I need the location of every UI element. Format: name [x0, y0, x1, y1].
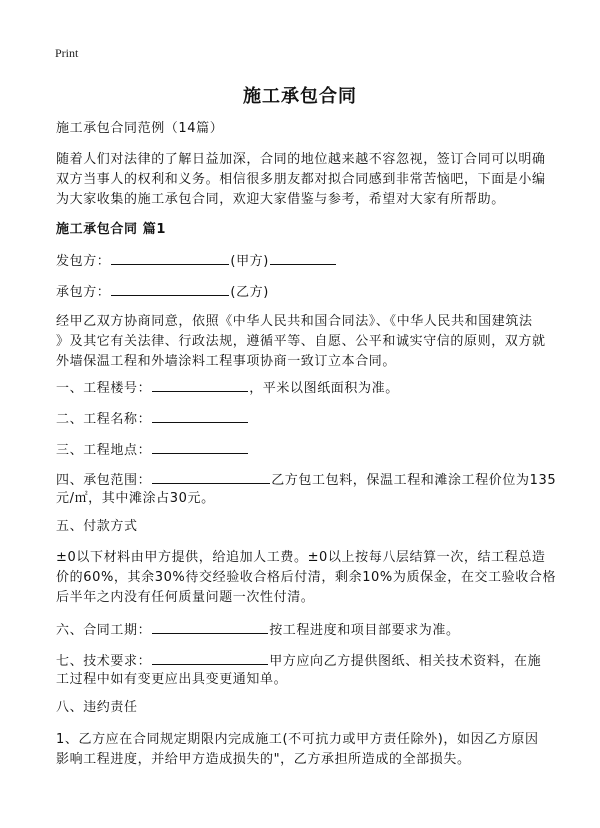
print-link[interactable]: Print [55, 46, 79, 60]
section-heading: 施工承包合同 篇1 [56, 222, 166, 237]
intro-line-2: 双方当事人的权利和义务。相信很多朋友都对拟合同感到非常苦恼吧，下面是小编 [56, 172, 546, 187]
item-2 [56, 408, 249, 430]
item7-line-2: 工过程中如有变更应出具变更通知单。 [56, 672, 288, 687]
issuer-label: 发包方： [56, 254, 111, 269]
item-3 [56, 439, 249, 461]
item1-suffix: ，平米以图纸面积为准。 [249, 381, 399, 396]
item5-heading: 五、付款方式 [56, 519, 138, 534]
item7-blank [152, 650, 268, 665]
item7-suffix: 甲方应向乙方提供图纸、相关技术资料，在施 [269, 654, 542, 669]
item2-label: 二、工程名称： [56, 412, 152, 427]
item3-label: 三、工程地点： [56, 443, 152, 458]
basis-line-3: 外墙保温工程和外墙涂料工程事项协商一致订立本合同。 [56, 354, 397, 369]
item4-blank [152, 469, 270, 484]
item8-line-2: 影响工程进度，并给甲方造成损失的"，乙方承担所造成的全部损失。 [56, 752, 471, 767]
item1-blank [152, 377, 248, 392]
item5-line-1: ±0以下材料由甲方提供，给追加人工费。±0以上按每八层结算一次，结工程总造 [56, 550, 546, 565]
item-7 [56, 650, 541, 672]
item6-blank [152, 619, 268, 634]
contractor-blank [111, 281, 229, 296]
item-6 [56, 619, 460, 641]
item2-blank [152, 408, 248, 423]
issuer-suffix: (甲方) [230, 254, 269, 269]
issuer-blank [111, 250, 229, 265]
intro-line-1: 随着人们对法律的了解日益加深，合同的地位越来越不容忽视，签订合同可以明确 [56, 152, 546, 167]
contractor-suffix: (乙方) [230, 285, 269, 300]
document-title: 施工承包合同 [243, 86, 357, 107]
item4-suffix: 乙方包工包料，保温工程和滩涂工程价位为135 [271, 473, 557, 488]
issuer-line [56, 250, 337, 272]
item5-line-3: 后半年之内没有任何质量问题一次性付清。 [56, 590, 315, 605]
item4-line-2: 元/㎡，其中滩涂占30元。 [56, 491, 215, 506]
item8-line-1: 1、乙方应在合同规定期限内完成施工(不可抗力或甲方责任除外)，如因乙方原因 [56, 732, 539, 747]
item4-label: 四、承包范围： [56, 473, 152, 488]
contractor-line [56, 281, 269, 303]
basis-line-2: 》及其它有关法律、行政法规，遵循平等、自愿、公平和诚实守信的原则，双方就 [56, 334, 546, 349]
item6-suffix: 按工程进度和项目部要求为准。 [269, 623, 460, 638]
item8-heading: 八、违约责任 [56, 700, 138, 715]
basis-line-1: 经甲乙双方协商同意，依照《中华人民共和国合同法》、《中华人民共和国建筑法 [56, 314, 533, 329]
item-1 [56, 377, 399, 399]
item3-blank [152, 439, 248, 454]
contractor-label: 承包方： [56, 285, 111, 300]
item5-line-2: 价的60%，其余30%待交经验收合格后付清，剩余10%为质保金，在交工验收合格 [56, 570, 557, 585]
intro-line-3: 为大家收集的施工承包合同，欢迎大家借鉴与参考，希望对大家有所帮助。 [56, 192, 505, 207]
issuer-blank-2 [270, 250, 336, 265]
document-subtitle: 施工承包合同范例（14篇） [56, 121, 224, 136]
item1-label: 一、工程楼号： [56, 381, 152, 396]
item6-label: 六、合同工期： [56, 623, 152, 638]
item-4 [56, 469, 556, 491]
item7-label: 七、技术要求： [56, 654, 152, 669]
